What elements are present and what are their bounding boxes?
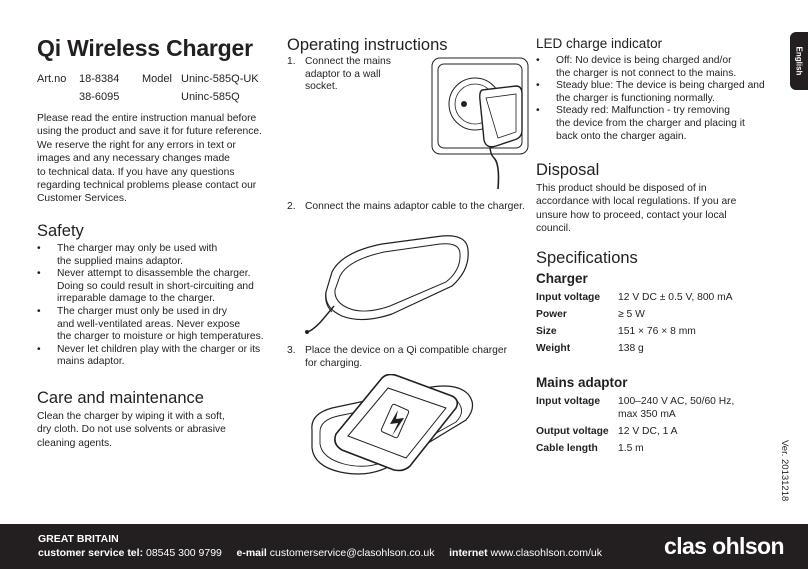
intro-line: regarding technical problems please contact our	[37, 180, 257, 192]
step-item: 3. Place the device on a Qi compatible charger for charging.	[287, 345, 508, 369]
list-item: • Off: No device is being charged and/or the charger is not connect to the mains.	[536, 55, 786, 80]
footer-website-link[interactable]: www.clasohlson.com/uk	[490, 547, 603, 559]
model-label: Model	[142, 73, 172, 85]
table-row: Output voltage 12 V DC, 1 A	[536, 426, 678, 437]
step-item: 2. Connect the mains adaptor cable to the charger.	[287, 201, 525, 212]
intro-line: Customer Services.	[37, 193, 127, 205]
list-item: • The charger may only be used with the supplied mains adaptor.	[37, 243, 287, 268]
charger-pad-illustration	[302, 232, 482, 337]
intro-line: to technical data. If you have any questions	[37, 166, 235, 178]
model-2: Uninc-585Q	[181, 91, 240, 103]
intro-line: Please read the entire instruction manual before	[37, 113, 257, 124]
artno-1: 18-8384	[79, 73, 120, 85]
disposal-text: This product should be disposed of in accordance with local regulations. If you are unsure how to proceed, contact your local council.	[536, 183, 737, 235]
specs-heading: Specifications	[536, 249, 638, 267]
intro-line: using the product and save it for future reference.	[37, 126, 262, 138]
table-row: Power ≥ 5 W	[536, 309, 645, 320]
footer-internet-label: internet	[449, 547, 488, 559]
artno-2: 38-6095	[79, 91, 120, 103]
list-item: • Never attempt to disassemble the charger. Doing so could result in short-circuiting and irreparable damage to the charger.	[37, 268, 287, 306]
footer-email-link[interactable]: customerservice@clasohlson.co.uk	[269, 547, 435, 559]
version-label: Ver. 20131218	[779, 440, 790, 502]
care-text: Clean the charger by wiping it with a soft, dry cloth. Do not use solvents or abrasive cleaning agents.	[37, 411, 226, 449]
artno-label: Art.no	[37, 73, 67, 85]
charger-spec-table	[536, 291, 733, 359]
disposal-heading: Disposal	[536, 161, 600, 179]
step-1	[287, 56, 427, 94]
footer-contacts	[38, 547, 602, 559]
safety-list	[37, 243, 287, 369]
step-2	[287, 201, 527, 214]
wall-socket-illustration	[420, 54, 532, 189]
safety-heading: Safety	[37, 222, 84, 240]
clas-ohlson-logo: clas ohlson	[664, 533, 784, 559]
intro-line: We reserve the right for any errors in text or	[37, 139, 236, 151]
adaptor-spec-table	[536, 395, 734, 459]
table-row: Size 151 × 76 × 8 mm	[536, 326, 696, 337]
phone-on-charger-illustration	[306, 374, 482, 479]
step-3	[287, 345, 527, 370]
charger-spec-heading: Charger	[536, 271, 588, 286]
intro-line: images and any necessary changes made	[37, 153, 230, 165]
operating-heading: Operating instructions	[287, 36, 448, 54]
adaptor-spec-heading: Mains adaptor	[536, 375, 628, 390]
footer-tel[interactable]: 08545 300 9799	[145, 547, 222, 559]
table-row: Input voltage 12 V DC ± 0.5 V, 800 mA	[536, 292, 733, 303]
footer-email-label: e-mail	[236, 547, 267, 559]
care-heading: Care and maintenance	[37, 389, 204, 407]
table-row: Cable length 1.5 m	[536, 443, 644, 454]
intro-text	[37, 112, 282, 206]
footer-tel-label: tel:	[127, 547, 144, 559]
led-heading: LED charge indicator	[536, 36, 663, 51]
footer	[0, 524, 808, 569]
list-item: • Never let children play with the charger or its mains adaptor.	[37, 344, 287, 369]
list-item: • Steady blue: The device is being charged and the charger is functioning normally.	[536, 80, 786, 105]
table-row: Weight 138 g	[536, 343, 644, 354]
model-1: Uninc-585Q-UK	[181, 73, 259, 85]
footer-country: GREAT BRITAIN	[38, 533, 119, 545]
step-item: 1. Connect the mains adaptor to a wall socket.	[287, 56, 391, 93]
footer-cs-label: customer service	[38, 547, 125, 559]
list-item: • The charger must only be used in dry and well-ventilated areas. Never expose the charger to moisture or high temperatures.	[37, 306, 287, 344]
page-title: Qi Wireless Charger	[37, 35, 253, 61]
led-list	[536, 55, 786, 143]
table-row: Input voltage 100–240 V AC, 50/60 Hz, max 350 mA	[536, 396, 735, 420]
list-item: • Steady red: Malfunction - try removing the device from the charger and placing it back onto the charger again.	[536, 105, 786, 143]
language-tab: English	[790, 32, 808, 90]
